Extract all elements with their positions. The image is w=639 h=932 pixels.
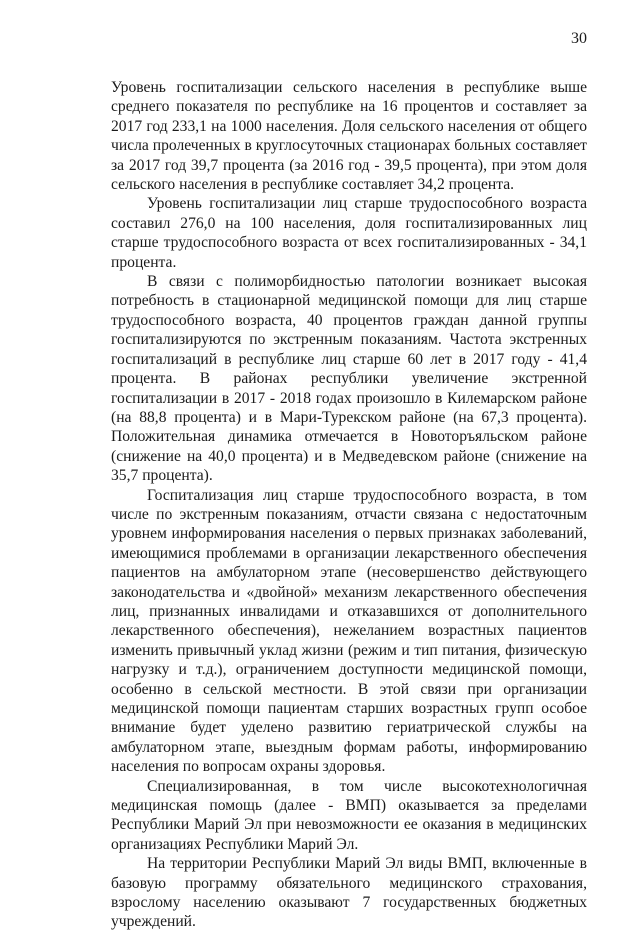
paragraph-rural-hospitalization: Уровень госпитализации сельского населения в республике выше среднего показателя по республике на 16 процентов и составляет за 2017 год 233,1 на 1000 населения. Доля сельского населения от общего числа пролеченных в круглосуточных стационарах больных составляет за 2017 год 39,7 процента (за 2016 год - 39,5 процента), при этом доля сельского населения в республике составляет 34,2 процента. <box>111 79 587 194</box>
paragraph-vmp-institutions: На территории Республики Марий Эл виды ВМП, включенные в базовую программу обязательного медицинского страхования, взрослому населению оказывают 7 государственных бюджетных учреждений. <box>111 855 587 931</box>
document-body <box>111 78 587 932</box>
paragraph-elderly-hospitalization-level: Уровень госпитализации лиц старше трудоспособного возраста составил 276,0 на 100 населения, доля госпитализированных лиц старше трудоспособного возраста от всех госпитализированных - 34,1 процента. <box>111 195 587 271</box>
paragraph-polymorbidity: В связи с полиморбидностью патологии возникает высокая потребность в стационарной медицинской помощи для лиц старше трудоспособного возраста, 40 процентов граждан данной группы госпитализируются по экстренным показаниям. Частота экстренных госпитализаций в республике лиц старше 60 лет в 2017 году - 41,4 процента. В районах республики увеличение экстренной госпитализации в 2017 - 2018 годах произошло в Килемарском районе (на 88,8 процента) и в Мари-Турекском районе (на 67,3 процента). Положительная динамика отмечается в Новоторъяльском районе (снижение на 40,0 процента) и в Медведевском районе (снижение на 35,7 процента). <box>111 273 587 485</box>
paragraph-specialized-care: Специализированная, в том числе высокотехнологичная медицинская помощь (далее - ВМП) оказывается за пределами Республики Марий Эл при невозможности ее оказания в медицинских организациях Республики Марий Эл. <box>111 777 587 853</box>
page-number: 30 <box>571 30 587 47</box>
paragraph-emergency-causes: Госпитализация лиц старше трудоспособного возраста, в том числе по экстренным показаниям, отчасти связана с недостаточным уровнем информирования населения о первых признаках заболеваний, имеющимися проблемами в организации лекарственного обеспечения пациентов на амбулаторном этапе (несовершенство действующего законодательства и «двойной» механизм лекарственного обеспечения лиц, признанных инвалидами и отказавшихся от дополнительного лекарственного обеспечения), нежеланием возрастных пациентов изменить привычный уклад жизни (режим и тип питания, физическую нагрузку и т.д.), ограничением доступности медицинской помощи, особенно в сельской местности. В этой связи при организации медицинской помощи пациентам старших возрастных групп особое внимание будет уделено развитию гериатрической службы на амбулаторном этапе, выездным формам работы, информированию населения по вопросам охраны здоровья. <box>111 486 587 776</box>
